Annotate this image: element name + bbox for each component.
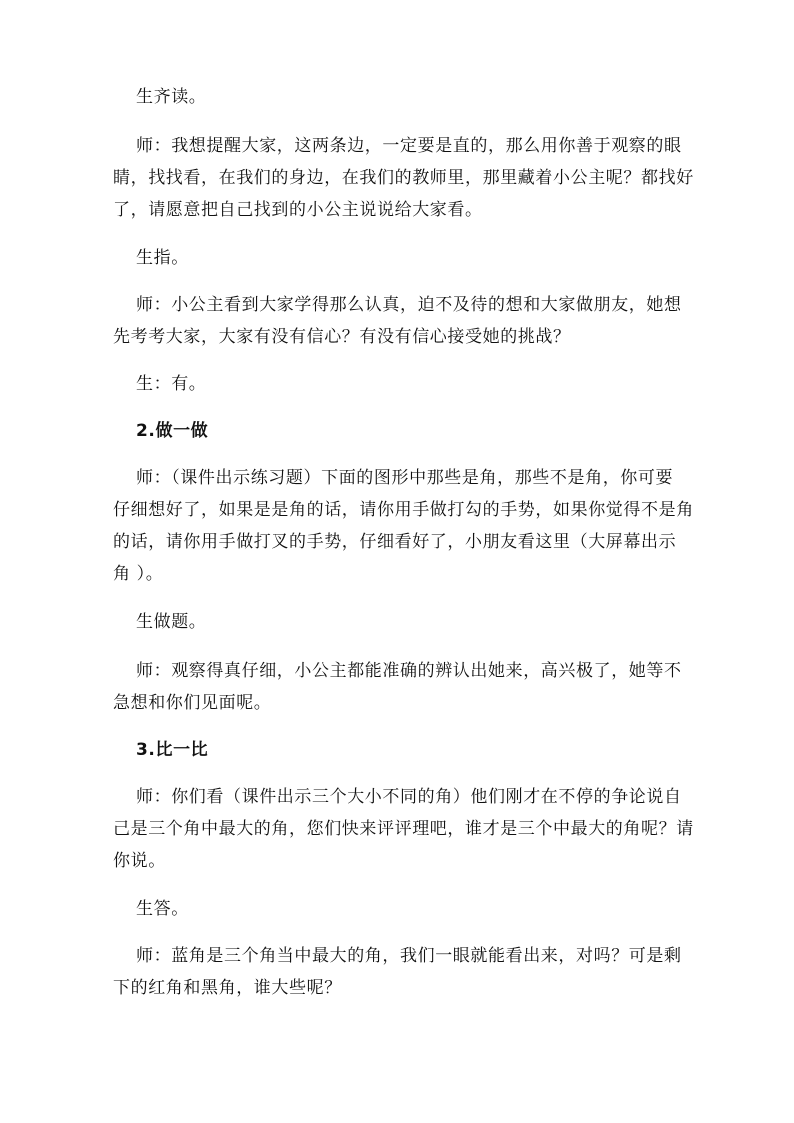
text-line: 仔细想好了，如果是是角的话，请你用手做打勾的手势，如果你觉得不是角 (113, 500, 694, 520)
paragraph-teacher-compare (113, 781, 713, 877)
text-line: 的话，请你用手做打叉的手势，仔细看好了，小朋友看这里（大屏幕出示 (113, 532, 677, 552)
text-line: 睛，找找看，在我们的身边，在我们的教师里，那里藏着小公主呢？都找好 (113, 168, 694, 188)
paragraph-student-read (113, 81, 713, 113)
section-heading-do (113, 415, 713, 447)
text-line: 角 ）。 (113, 564, 164, 584)
text-line: 师：（课件出示练习题）下面的图形中那些是角，那些不是角，你可要 (136, 468, 674, 488)
paragraph-teacher-reminder (113, 130, 713, 226)
text-line: 你说。 (113, 851, 166, 871)
paragraph-student-answer (113, 893, 713, 925)
text-line: 生指。 (136, 248, 189, 268)
paragraph-teacher-challenge (113, 289, 713, 353)
text-line: 师：蓝角是三个角当中最大的角，我们一眼就能看出来，对吗？可是剩 (136, 946, 682, 966)
text-line: 己是三个角中最大的角，您们快来评评理吧，谁才是三个中最大的角呢？请 (113, 819, 694, 839)
section-heading: 2.做一做 (136, 421, 209, 441)
text-line: 生：有。 (136, 374, 207, 394)
paragraph-teacher-exercise (113, 462, 713, 590)
paragraph-teacher-blue-angle (113, 940, 713, 1004)
text-line: 生做题。 (136, 612, 207, 632)
text-line: 急想和你们见面呢。 (113, 693, 272, 713)
text-line: 师：小公主看到大家学得那么认真，迫不及待的想和大家做朋友，她想 (136, 295, 682, 315)
text-line: 生齐读。 (136, 87, 207, 107)
text-line: 生答。 (136, 899, 189, 919)
text-line: 先考考大家，大家有没有信心？有没有信心接受她的挑战？ (113, 327, 571, 347)
paragraph-student-point (113, 242, 713, 274)
text-line: 师：你们看（课件出示三个大小不同的角）他们刚才在不停的争论说自 (136, 787, 682, 807)
paragraph-student-yes (113, 368, 713, 400)
section-heading-compare (113, 734, 713, 766)
text-line: 师：观察得真仔细，小公主都能准确的辨认出她来，高兴极了，她等不 (136, 661, 682, 681)
text-line: 了，请愿意把自己找到的小公主说说给大家看。 (113, 200, 483, 220)
section-heading: 3.比一比 (136, 740, 209, 760)
paragraph-teacher-praise (113, 655, 713, 719)
text-line: 下的红角和黑角，谁大些呢？ (113, 978, 342, 998)
text-line: 师：我想提醒大家，这两条边，一定要是直的，那么用你善于观察的眼 (136, 136, 682, 156)
paragraph-student-exercise (113, 606, 713, 638)
